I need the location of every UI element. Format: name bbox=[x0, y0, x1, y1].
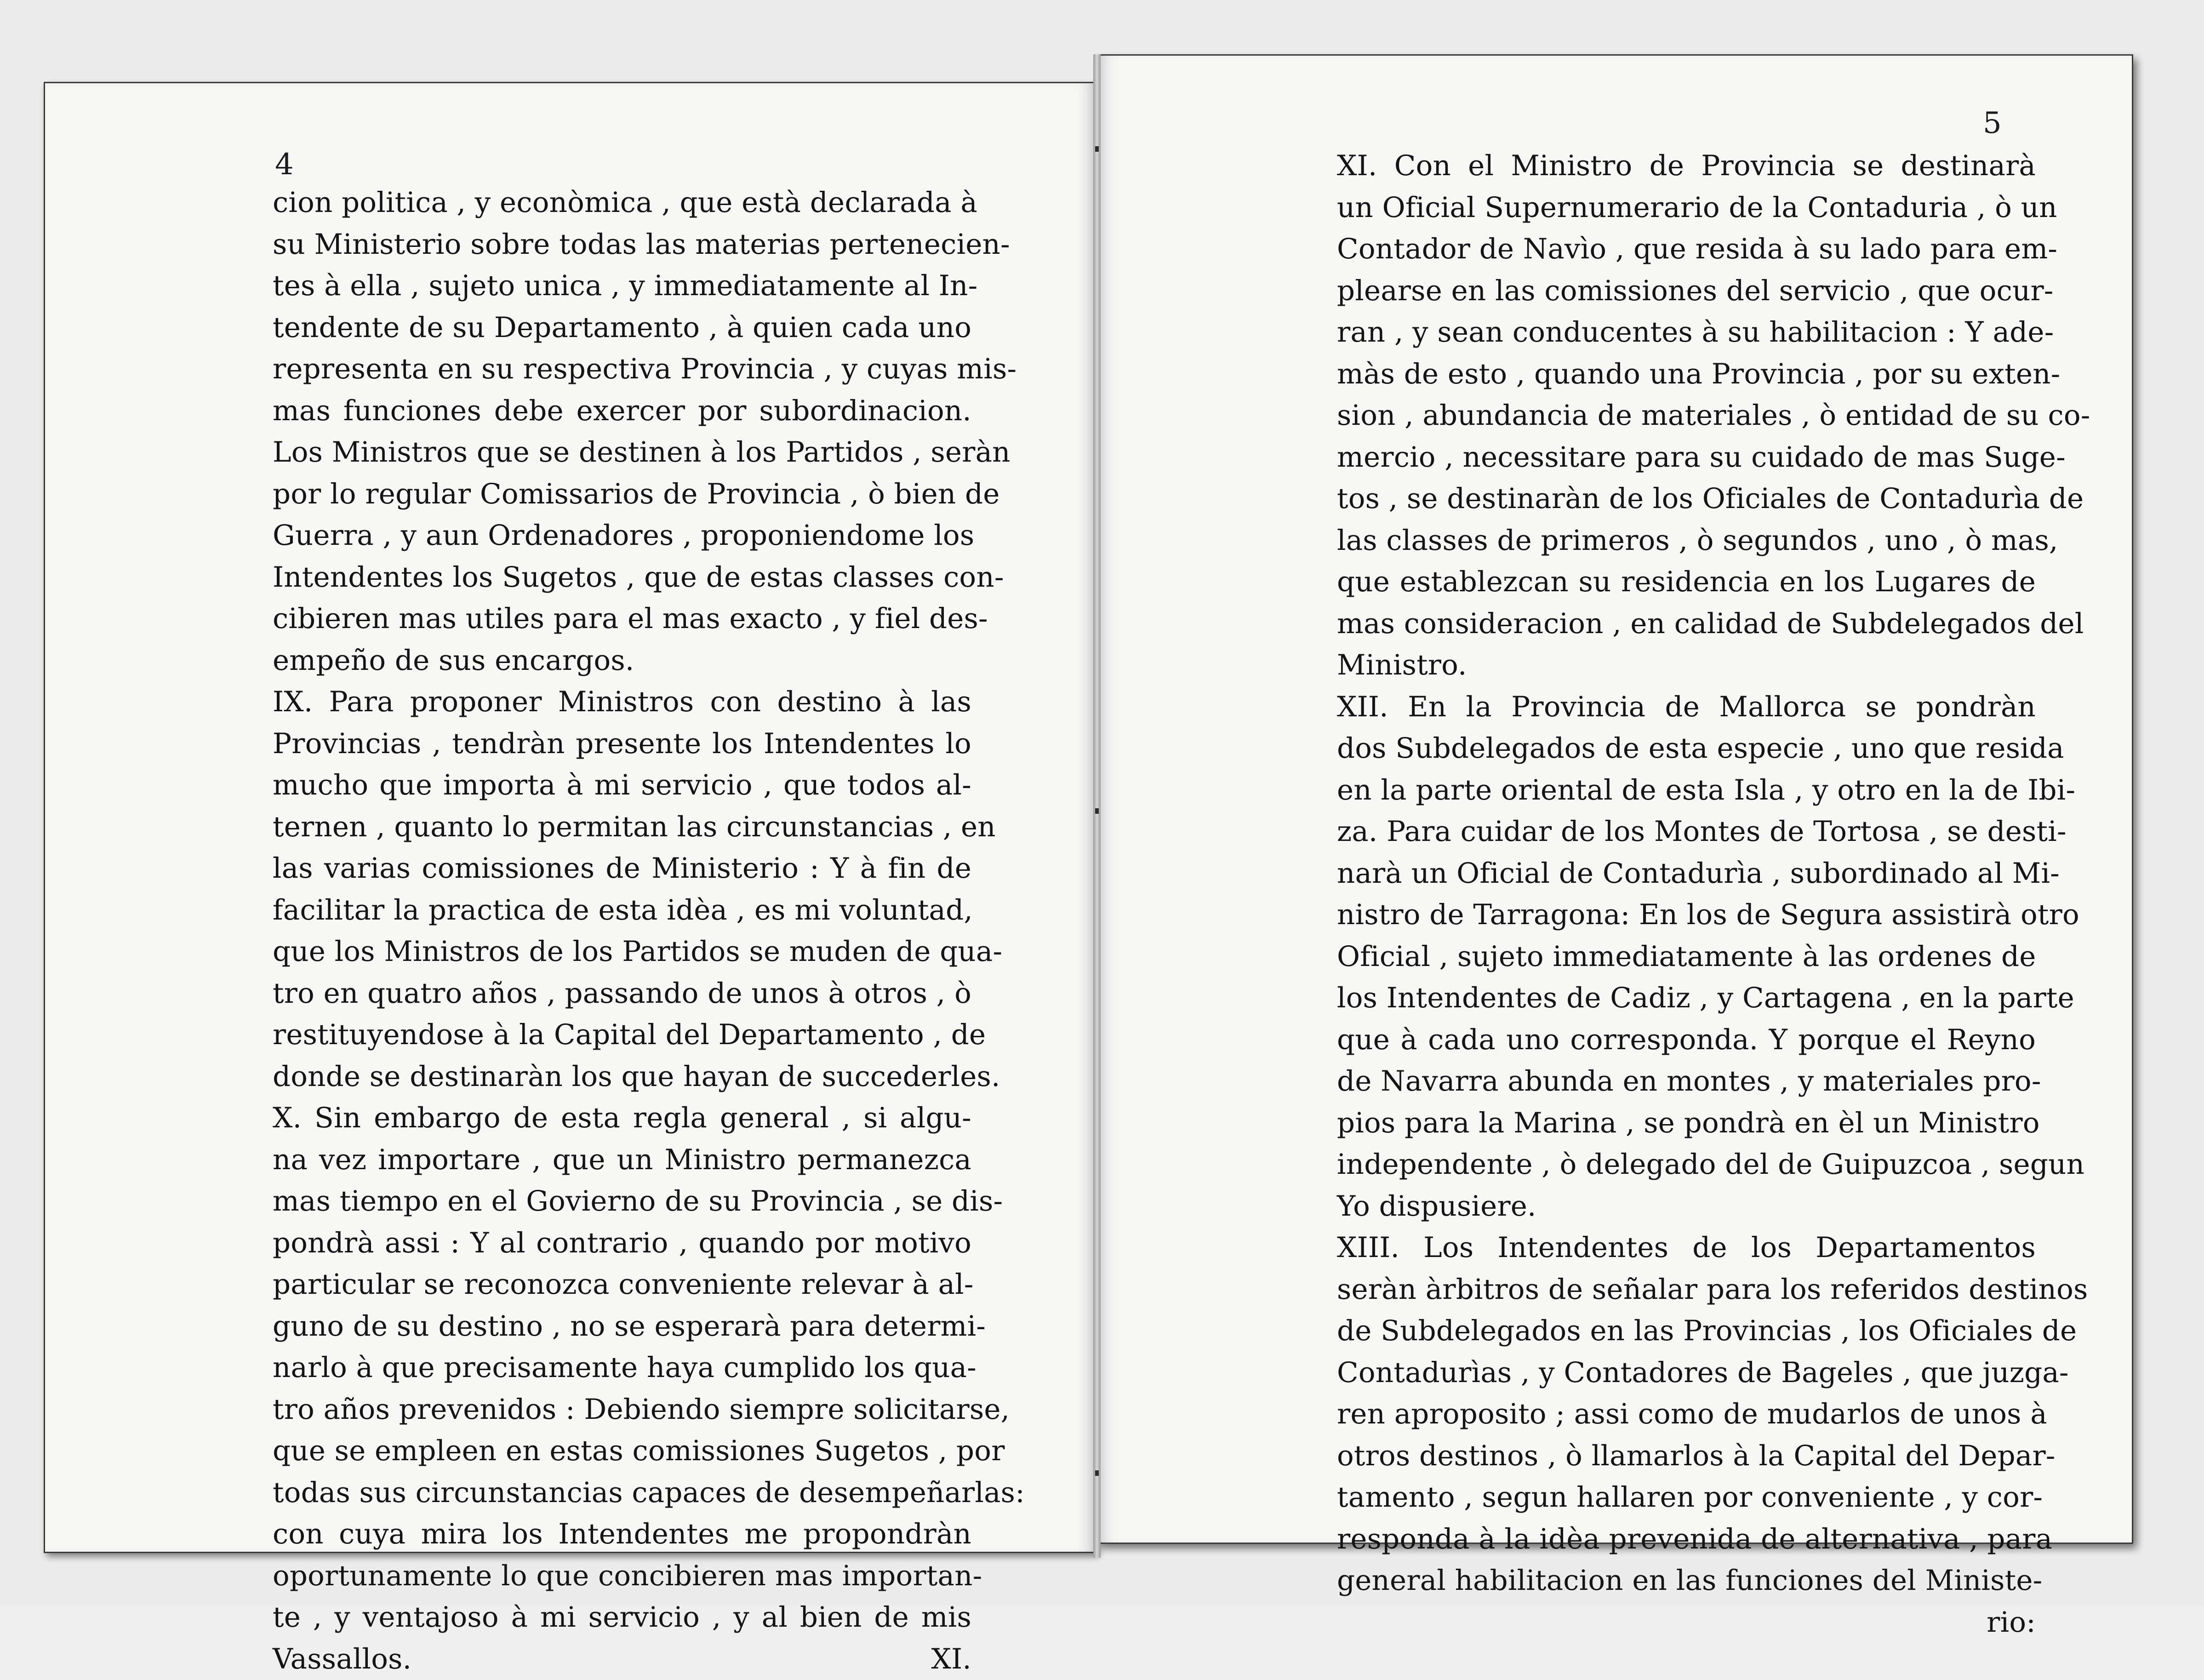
text-line: guno de su destino , no se esperarà para determi- bbox=[273, 1306, 971, 1348]
text-line: ran , y sean conducentes à su habilitacion : Y ade- bbox=[1337, 312, 2036, 354]
text-line: mas tiempo en el Govierno de su Provincia , se dis- bbox=[273, 1181, 971, 1223]
text-line: tro en quatro años , passando de unos à otros , ò bbox=[273, 973, 971, 1015]
text-line: X. Sin embargo de esta regla general , si algu- bbox=[273, 1097, 971, 1139]
text-line: sion , abundancia de materiales , ò entidad de su co- bbox=[1337, 395, 2036, 437]
text-line: narlo à que precisamente haya cumplido los qua- bbox=[273, 1347, 971, 1389]
text-line: nistro de Tarragona: En los de Segura assistirà otro bbox=[1337, 894, 2036, 936]
text-line: cibieren mas utiles para el mas exacto , y fiel des- bbox=[273, 598, 971, 640]
text-line: con cuya mira los Intendentes me propondràn bbox=[273, 1514, 971, 1555]
text-line: Intendentes los Sugetos , que de estas classes con- bbox=[273, 557, 971, 599]
text-line: XI. Con el Ministro de Provincia se destinarà bbox=[1337, 145, 2036, 187]
text-line: tes à ella , sujeto unica , y immediatamente al In- bbox=[273, 265, 971, 307]
text-line: facilitar la practica de esta idèa , es mi voluntad, bbox=[273, 890, 971, 931]
text-line: de Navarra abunda en montes , y materiales pro- bbox=[1337, 1061, 2036, 1103]
text-line: narà un Oficial de Contadurìa , subordinado al Mi- bbox=[1337, 853, 2036, 895]
text-line: por lo regular Comissarios de Provincia , ò bien de bbox=[273, 474, 971, 515]
text-line: Los Ministros que se destinen à los Partidos , seràn bbox=[273, 432, 971, 474]
catchword: XI. bbox=[931, 1639, 971, 1680]
text-line: ternen , quanto lo permitan las circunstancias , en bbox=[273, 806, 971, 848]
binding-gutter bbox=[1093, 54, 1101, 1558]
text-line: seràn àrbitros de señalar para los referidos destinos bbox=[1337, 1269, 2036, 1311]
text-line: XII. En la Provincia de Mallorca se pondràn bbox=[1337, 686, 2036, 728]
catchword: rio: bbox=[1987, 1602, 2036, 1644]
binding-stitch bbox=[1095, 146, 1099, 152]
text-line: su Ministerio sobre todas las materias pertenecien- bbox=[273, 224, 971, 266]
text-line: tamento , segun hallaren por conveniente , y cor- bbox=[1337, 1477, 2036, 1519]
text-line: plearse en las comissiones del servicio , que ocur- bbox=[1337, 270, 2036, 312]
text-line: mas consideracion , en calidad de Subdelegados del bbox=[1337, 603, 2036, 645]
text-line: independente , ò delegado del de Guipuzcoa , segun bbox=[1337, 1144, 2036, 1186]
text-line: Provincias , tendràn presente los Intendentes lo bbox=[273, 723, 971, 765]
text-line: Guerra , y aun Ordenadores , proponiendome los bbox=[273, 515, 971, 557]
text-line: responda à la idèa prevenida de alternativa , para bbox=[1337, 1519, 2036, 1560]
text-line: mas funciones debe exercer por subordinacion. bbox=[273, 390, 971, 432]
text-line: en la parte oriental de esta Isla , y otro en la de Ibi- bbox=[1337, 770, 2036, 811]
text-line: Oficial , sujeto immediatamente à las ordenes de bbox=[1337, 936, 2036, 978]
text-line: mercio , necessitare para su cuidado de mas Suge- bbox=[1337, 437, 2036, 479]
open-booklet bbox=[44, 54, 2133, 1558]
text-line: IX. Para proponer Ministros con destino à las bbox=[273, 681, 971, 723]
text-line: màs de esto , quando una Provincia , por su exten- bbox=[1337, 354, 2036, 395]
text-line: particular se reconozca conveniente relevar à al- bbox=[273, 1264, 971, 1306]
text-line: tendente de su Departamento , à quien cada uno bbox=[273, 307, 971, 349]
text-line: Vassallos. bbox=[273, 1639, 411, 1680]
text-line: otros destinos , ò llamarlos à la Capital del Depar- bbox=[1337, 1435, 2036, 1477]
text-line: tos , se destinaràn de los Oficiales de Contadurìa de bbox=[1337, 478, 2036, 520]
text-line: cion politica , y econòmica , que està declarada à bbox=[273, 182, 971, 224]
text-line: todas sus circunstancias capaces de desempeñarlas: bbox=[273, 1472, 971, 1514]
text-line: Contadurìas , y Contadores de Bageles , que juzga- bbox=[1337, 1352, 2036, 1394]
text-line: los Intendentes de Cadiz , y Cartagena , en la parte bbox=[1337, 977, 2036, 1019]
left-page-text bbox=[273, 182, 971, 1680]
left-page-number: 4 bbox=[275, 148, 294, 182]
final-line-with-catchword bbox=[1337, 1602, 2036, 1644]
text-line: Ministro. bbox=[1337, 645, 2036, 686]
text-line: XIII. Los Intendentes de los Departamentos bbox=[1337, 1227, 2036, 1269]
binding-stitch bbox=[1095, 1470, 1099, 1476]
text-line: donde se destinaràn los que hayan de succederles. bbox=[273, 1056, 971, 1098]
text-line: representa en su respectiva Provincia , y cuyas mis- bbox=[273, 349, 971, 390]
text-line: un Oficial Supernumerario de la Contaduria , ò un bbox=[1337, 187, 2036, 229]
text-line: que se empleen en estas comissiones Sugetos , por bbox=[273, 1430, 971, 1472]
text-line: general habilitacion en las funciones del Ministe- bbox=[1337, 1560, 2036, 1602]
text-line: que à cada uno corresponda. Y porque el Reyno bbox=[1337, 1019, 2036, 1061]
text-line: de Subdelegados en las Provincias , los Oficiales de bbox=[1337, 1310, 2036, 1352]
text-line: pios para la Marina , se pondrà en èl un Ministro bbox=[1337, 1103, 2036, 1144]
text-line: dos Subdelegados de esta especie , uno que resida bbox=[1337, 728, 2036, 770]
left-page bbox=[44, 82, 1096, 1553]
text-line: tro años prevenidos : Debiendo siempre solicitarse, bbox=[273, 1389, 971, 1431]
binding-stitch bbox=[1095, 808, 1099, 814]
text-line: Yo dispusiere. bbox=[1337, 1186, 2036, 1228]
text-line: te , y ventajoso à mi servicio , y al bien de mis bbox=[273, 1597, 971, 1639]
text-line: que establezcan su residencia en los Lugares de bbox=[1337, 561, 2036, 603]
right-page-text bbox=[1337, 145, 2036, 1643]
text-line: ren aproposito ; assi como de mudarlos de unos à bbox=[1337, 1394, 2036, 1435]
text-line: na vez importare , que un Ministro permanezca bbox=[273, 1139, 971, 1181]
text-line: las classes de primeros , ò segundos , uno , ò mas, bbox=[1337, 520, 2036, 562]
text-line: que los Ministros de los Partidos se muden de qua- bbox=[273, 931, 971, 973]
text-line: mucho que importa à mi servicio , que todos al- bbox=[273, 765, 971, 806]
text-line: oportunamente lo que concibieren mas importan- bbox=[273, 1555, 971, 1597]
text-line: Contador de Navìo , que resida à su lado para em- bbox=[1337, 229, 2036, 270]
text-line: restituyendose à la Capital del Departamento , de bbox=[273, 1014, 971, 1056]
text-line: las varias comissiones de Ministerio : Y à fin de bbox=[273, 848, 971, 890]
final-line-with-catchword bbox=[273, 1639, 971, 1680]
right-page bbox=[1096, 54, 2133, 1544]
right-page-number: 5 bbox=[1983, 106, 2002, 140]
text-line: za. Para cuidar de los Montes de Tortosa , se desti- bbox=[1337, 811, 2036, 853]
text-line: empeño de sus encargos. bbox=[273, 640, 971, 682]
text-line: pondrà assi : Y al contrario , quando por motivo bbox=[273, 1223, 971, 1264]
